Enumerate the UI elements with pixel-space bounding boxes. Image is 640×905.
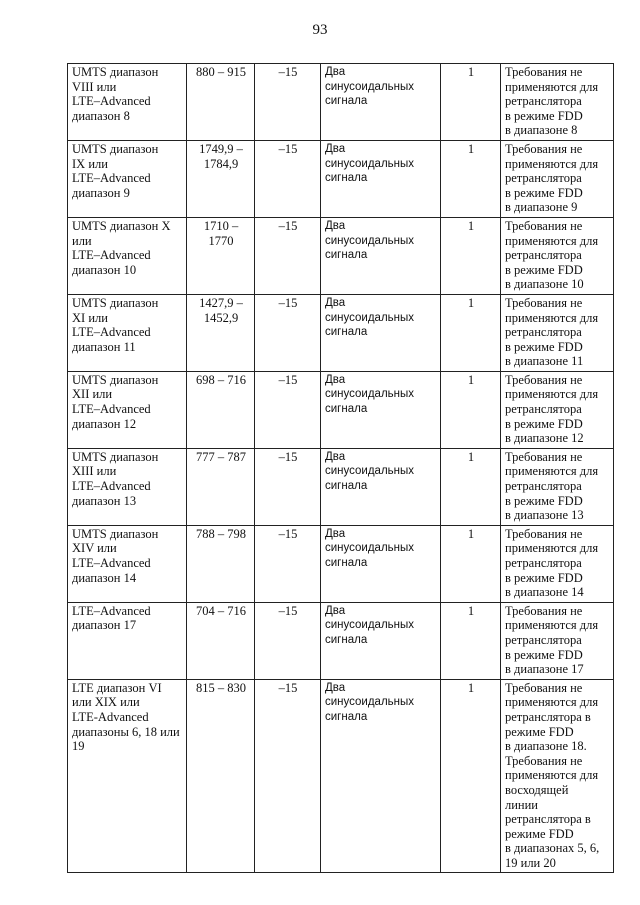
note-cell: Требования не применяются для ретранслятора в режиме FDD в диапазоне 17 xyxy=(501,602,614,679)
table-row xyxy=(68,294,614,371)
count-cell: 1 xyxy=(441,140,501,217)
signal-type-cell: Два синусоидальных сигнала xyxy=(321,371,441,448)
page-number: 93 xyxy=(312,22,328,38)
table-row xyxy=(68,371,614,448)
band-cell: UMTS диапазон X или LTE–Advanced диапазон 10 xyxy=(68,217,187,294)
table-row xyxy=(68,217,614,294)
level-cell: –15 xyxy=(255,140,321,217)
frequency-range-cell: 788 – 798 xyxy=(187,525,255,602)
note-cell: Требования не применяются для ретранслятора в режиме FDD в диапазоне 18. Требования не применяются для восходящей линии ретранслятора в режиме FDD в диапазонах 5, 6, 19 или 20 xyxy=(501,679,614,873)
signal-type-cell: Два синусоидальных сигнала xyxy=(321,602,441,679)
table-row xyxy=(68,64,614,141)
level-cell: –15 xyxy=(255,602,321,679)
level-cell: –15 xyxy=(255,64,321,141)
frequency-range-cell: 777 – 787 xyxy=(187,448,255,525)
frequency-range-cell: 698 – 716 xyxy=(187,371,255,448)
table-row xyxy=(68,140,614,217)
note-cell: Требования не применяются для ретранслятора в режиме FDD в диапазоне 14 xyxy=(501,525,614,602)
signal-type-cell: Два синусоидальных сигнала xyxy=(321,525,441,602)
note-cell: Требования не применяются для ретранслятора в режиме FDD в диапазоне 10 xyxy=(501,217,614,294)
count-cell: 1 xyxy=(441,294,501,371)
count-cell: 1 xyxy=(441,679,501,873)
count-cell: 1 xyxy=(441,525,501,602)
note-cell: Требования не применяются для ретранслятора в режиме FDD в диапазоне 9 xyxy=(501,140,614,217)
band-cell: UMTS диапазон VIII или LTE–Advanced диапазон 8 xyxy=(68,64,187,141)
note-cell: Требования не применяются для ретранслятора в режиме FDD в диапазоне 8 xyxy=(501,64,614,141)
table-row xyxy=(68,525,614,602)
count-cell: 1 xyxy=(441,64,501,141)
count-cell: 1 xyxy=(441,371,501,448)
note-cell: Требования не применяются для ретранслятора в режиме FDD в диапазоне 11 xyxy=(501,294,614,371)
band-cell: UMTS диапазон XIV или LTE–Advanced диапазон 14 xyxy=(68,525,187,602)
signal-type-cell: Два синусоидальных сигнала xyxy=(321,64,441,141)
signal-type-cell: Два синусоидальных сигнала xyxy=(321,140,441,217)
frequency-range-cell: 880 – 915 xyxy=(187,64,255,141)
signal-type-cell: Два синусоидальных сигнала xyxy=(321,294,441,371)
count-cell: 1 xyxy=(441,448,501,525)
note-cell: Требования не применяются для ретранслятора в режиме FDD в диапазоне 12 xyxy=(501,371,614,448)
band-cell: UMTS диапазон XI или LTE–Advanced диапазон 11 xyxy=(68,294,187,371)
band-cell: LTE диапазон VI или XIX или LTE-Advanced диапазоны 6, 18 или 19 xyxy=(68,679,187,873)
level-cell: –15 xyxy=(255,371,321,448)
level-cell: –15 xyxy=(255,525,321,602)
count-cell: 1 xyxy=(441,602,501,679)
frequency-range-cell: 1749,9 – 1784,9 xyxy=(187,140,255,217)
level-cell: –15 xyxy=(255,679,321,873)
band-cell: UMTS диапазон XII или LTE–Advanced диапазон 12 xyxy=(68,371,187,448)
signal-type-cell: Два синусоидальных сигнала xyxy=(321,679,441,873)
level-cell: –15 xyxy=(255,448,321,525)
band-cell: UMTS диапазон IX или LTE–Advanced диапазон 9 xyxy=(68,140,187,217)
frequency-range-cell: 815 – 830 xyxy=(187,679,255,873)
table-row xyxy=(68,602,614,679)
frequency-range-cell: 1427,9 – 1452,9 xyxy=(187,294,255,371)
level-cell: –15 xyxy=(255,217,321,294)
frequency-range-cell: 1710 – 1770 xyxy=(187,217,255,294)
signal-type-cell: Два синусоидальных сигнала xyxy=(321,448,441,525)
count-cell: 1 xyxy=(441,217,501,294)
band-cell: LTE–Advanced диапазон 17 xyxy=(68,602,187,679)
requirements-table xyxy=(67,63,614,873)
band-cell: UMTS диапазон XIII или LTE–Advanced диапазон 13 xyxy=(68,448,187,525)
frequency-range-cell: 704 – 716 xyxy=(187,602,255,679)
note-cell: Требования не применяются для ретранслятора в режиме FDD в диапазоне 13 xyxy=(501,448,614,525)
table-row xyxy=(68,448,614,525)
level-cell: –15 xyxy=(255,294,321,371)
signal-type-cell: Два синусоидальных сигнала xyxy=(321,217,441,294)
table-row xyxy=(68,679,614,873)
